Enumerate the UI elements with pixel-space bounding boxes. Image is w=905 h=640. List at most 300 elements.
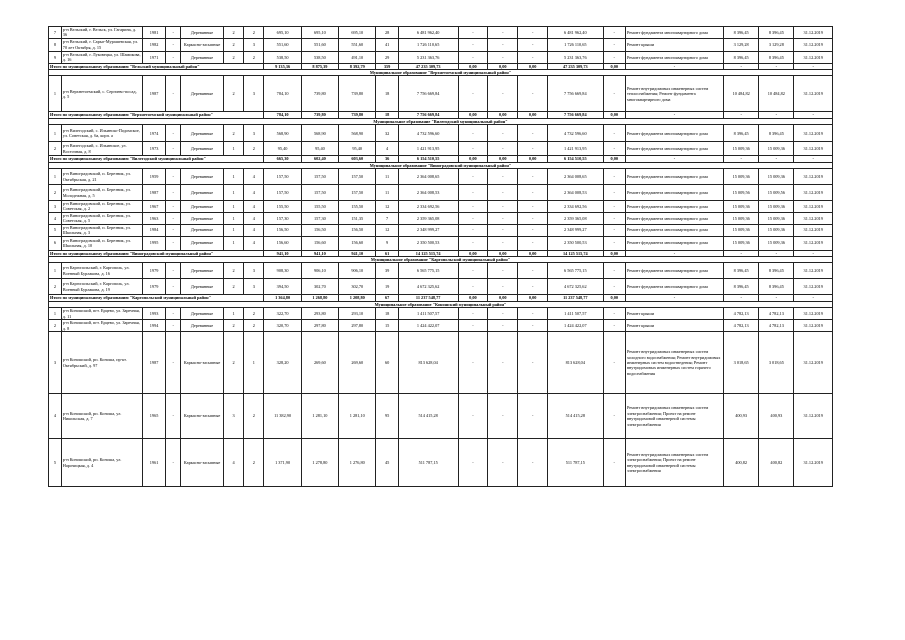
wall-material-cell: Деревянные <box>181 279 224 295</box>
residential-area-cell: 157,50 <box>339 185 376 201</box>
other-funds-cell: - <box>603 263 625 279</box>
living-area-cell: 568,90 <box>301 125 338 142</box>
subtotal-people-cell: 61 <box>376 250 398 256</box>
deadline-cell: 31.12.2019 <box>794 76 833 112</box>
repair-cost-cell: 813 628,04 <box>398 332 458 394</box>
entrances-cell: 3 <box>244 38 264 51</box>
address-cell: р-н Каргопольский, г. Каргополь, ул. Военный Бурлакова, д. 16 <box>61 263 142 279</box>
residential-area-cell: 695,10 <box>339 27 376 39</box>
fund-cell: - <box>458 394 488 439</box>
residential-area-cell: 151,35 <box>339 212 376 224</box>
subtotal-f3-cell: 0,00 <box>518 250 548 256</box>
fund-cell: - <box>488 185 518 201</box>
work-type-cell: Ремонт фундамента многоквартирного дома <box>625 201 723 213</box>
repair-cost-cell: 6 481 962,40 <box>398 27 458 39</box>
subtotal-people-cell: 359 <box>376 63 398 69</box>
subtotal-f3-cell: 0,00 <box>518 156 548 162</box>
living-area-cell: 156,50 <box>301 224 338 236</box>
fund-cell: - <box>488 332 518 394</box>
owners-funds-cell: 7 756 669,84 <box>548 76 603 112</box>
total-area-cell: 320,70 <box>264 320 301 332</box>
work-type-cell: Ремонт внутридомовых инженерных систем холодного водоснабжения; Ремонт внутридомовых инженерных систем водоотведения; Ремонт внутридомовых инженерных систем горячего водоснабжения <box>625 332 723 394</box>
wall-material-cell: Каркасно-засыпные <box>181 439 224 487</box>
subtotal-f2-cell: 0,00 <box>488 156 518 162</box>
fund-cell: - <box>488 320 518 332</box>
table-row <box>49 308 833 320</box>
entrances-cell: 2 <box>244 51 264 63</box>
unit-cost-cell: 15 009,56 <box>724 185 759 201</box>
table-row <box>49 201 833 213</box>
residential-area-cell: 269,60 <box>339 332 376 394</box>
subtotal-area2-cell: 739,80 <box>301 112 338 118</box>
residential-area-cell: 157,50 <box>339 169 376 185</box>
unit-cost-cell: 3 018,65 <box>724 332 759 394</box>
year-cell: 1987 <box>142 332 165 394</box>
wall-material-cell: Деревянные <box>181 320 224 332</box>
living-area-cell: 1 278,80 <box>301 439 338 487</box>
fund-cell: - <box>458 212 488 224</box>
subtotal-empty-cell: - <box>794 156 833 162</box>
table-row <box>49 142 833 156</box>
subtotal-empty-cell: - <box>759 112 794 118</box>
deadline-cell: 31.12.2019 <box>794 142 833 156</box>
floors-cell: 1 <box>223 212 243 224</box>
subtotal-empty-cell: - <box>625 63 723 69</box>
subtotal-label: Итого по муниципальному образованию "Каргопольский муниципальный район" <box>49 295 264 301</box>
residents-cell: 95 <box>376 394 398 439</box>
deadline-cell: 31.12.2019 <box>794 38 833 51</box>
year-cell: 1961 <box>142 439 165 487</box>
row-number: 6 <box>49 236 62 250</box>
table-row <box>49 394 833 439</box>
fund-cell: - <box>518 38 548 51</box>
address-cell: р-н Виноградовский, п. Березник, ул. Молодежная, д. 5 <box>61 185 142 201</box>
col4-cell: - <box>166 263 181 279</box>
table-row <box>49 263 833 279</box>
repair-cost-cell: 2 334 692,56 <box>398 201 458 213</box>
wall-material-cell: Деревянные <box>181 27 224 39</box>
other-funds-cell: - <box>603 308 625 320</box>
residential-area-cell: 906,10 <box>339 263 376 279</box>
total-area-cell: 568,90 <box>264 125 301 142</box>
subtotal-area2-cell: 941,10 <box>301 250 338 256</box>
subtotal-f3-cell: 0,00 <box>518 295 548 301</box>
owners-funds-cell: 2 364 008,53 <box>548 185 603 201</box>
owners-funds-cell: 2 350 500,53 <box>548 236 603 250</box>
total-area-cell: 322,70 <box>264 308 301 320</box>
work-type-cell: Ремонт фундамента многоквартирного дома <box>625 169 723 185</box>
fund-cell: - <box>488 38 518 51</box>
unit-cost-cell: 4 782,13 <box>724 320 759 332</box>
unit-cost-cell: 8 396,45 <box>724 27 759 39</box>
residential-area-cell: 739,80 <box>339 76 376 112</box>
address-cell: р-н Каргопольский, г. Каргополь, ул. Военный Бурлакова, д. 19 <box>61 279 142 295</box>
fund-cell: - <box>518 394 548 439</box>
subtotal-f5-cell: 0,00 <box>603 63 625 69</box>
row-number: 5 <box>49 224 62 236</box>
living-area-cell: 538,50 <box>301 51 338 63</box>
fund-cell: - <box>458 142 488 156</box>
total-area-cell: 394,50 <box>264 279 301 295</box>
entrances-cell: 4 <box>244 185 264 201</box>
municipality-title: Муниципальное образование "Верхнетоемский муниципальный район" <box>49 70 833 76</box>
col4-cell: - <box>166 332 181 394</box>
address-cell: р-н Виноградовский, п. Березник, ул. Октябрьская, д. 21 <box>61 169 142 185</box>
entrances-cell: 2 <box>244 27 264 39</box>
table-row <box>49 27 833 39</box>
fund-cell: - <box>518 185 548 201</box>
subtotal-f1-cell: 0,00 <box>458 156 488 162</box>
fund-cell: - <box>458 125 488 142</box>
address-cell: р-н Вельский, г. Сарыг-Мурашевская, ул. 70 лет Октября, д. 15 <box>61 38 142 51</box>
deadline-cell: 31.12.2019 <box>794 201 833 213</box>
subtotal-area2-cell: 1 268,80 <box>301 295 338 301</box>
col4-cell: - <box>166 224 181 236</box>
municipality-title: Муниципальное образование "Вилегодский муниципальный район" <box>49 118 833 124</box>
deadline-cell: 31.12.2019 <box>794 212 833 224</box>
fund-cell: - <box>518 51 548 63</box>
row-number: 9 <box>49 51 62 63</box>
residents-cell: 11 <box>376 169 398 185</box>
unit-cost-cell: 8 396,45 <box>724 51 759 63</box>
fund-cell: - <box>518 27 548 39</box>
subtotal-f1-cell: 0,00 <box>458 63 488 69</box>
fund-cell: - <box>518 125 548 142</box>
row-number: 1 <box>49 125 62 142</box>
other-funds-cell: - <box>603 125 625 142</box>
work-type-cell: Ремонт крыши <box>625 308 723 320</box>
table-row <box>49 439 833 487</box>
subtotal-f5-cell: 0,00 <box>603 112 625 118</box>
address-cell: р-н Верхнетоемский, с. Сергиево-посад, д. 5 <box>61 76 142 112</box>
municipality-title: Муниципальное образование "Коношский муниципальный район" <box>49 301 833 307</box>
col4-cell: - <box>166 320 181 332</box>
fund-cell: - <box>518 201 548 213</box>
fund-cell: - <box>518 76 548 112</box>
col4-cell: - <box>166 125 181 142</box>
address-cell: р-н Коношский, рп. Коноша, пр-кт. Октябрьский, д. 97 <box>61 332 142 394</box>
address-cell: р-н Коношский, пгт. Ерцево, ул. Заречная, д. 11 <box>61 308 142 320</box>
row-number: 2 <box>49 142 62 156</box>
col4-cell: - <box>166 439 181 487</box>
other-funds-cell: - <box>603 224 625 236</box>
row-number: 1 <box>49 76 62 112</box>
wall-material-cell: Деревянные <box>181 263 224 279</box>
col4-cell: - <box>166 142 181 156</box>
subtotal-f4-cell: 14 125 515,74 <box>548 250 603 256</box>
year-cell: 1965 <box>142 394 165 439</box>
residential-area-cell: 297,80 <box>339 320 376 332</box>
table-row <box>49 236 833 250</box>
subtotal-area1-cell: 9 135,36 <box>264 63 301 69</box>
max-unit-cost-cell: 15 009,36 <box>759 201 794 213</box>
year-cell: 1963 <box>142 212 165 224</box>
work-type-cell: Ремонт фундамента многоквартирного дома <box>625 125 723 142</box>
residents-cell: 11 <box>376 185 398 201</box>
fund-cell: - <box>518 169 548 185</box>
max-unit-cost-cell: 4 782,13 <box>759 308 794 320</box>
work-type-cell: Ремонт внутридомовых инженерных систем электроснабжения; Проект на ремонт внутридомовой инженерной системы электроснабжения <box>625 439 723 487</box>
address-cell: р-н Коношский, рп. Коноша, ул. Никольская, д. 7 <box>61 394 142 439</box>
work-type-cell: Ремонт фундамента многоквартирного дома <box>625 263 723 279</box>
subtotal-empty-cell: - <box>794 250 833 256</box>
other-funds-cell: - <box>603 76 625 112</box>
living-area-cell: 157,50 <box>301 185 338 201</box>
municipality-title: Муниципальное образование "Каргопольский муниципальный район" <box>49 256 833 262</box>
subtotal-empty-cell: - <box>794 63 833 69</box>
col4-cell: - <box>166 394 181 439</box>
other-funds-cell: - <box>603 201 625 213</box>
fund-cell: - <box>518 236 548 250</box>
fund-cell: - <box>458 439 488 487</box>
row-number: 1 <box>49 263 62 279</box>
residents-cell: 60 <box>376 332 398 394</box>
max-unit-cost-cell: 400,93 <box>759 394 794 439</box>
residents-cell: 39 <box>376 263 398 279</box>
floors-cell: 2 <box>223 27 243 39</box>
residential-area-cell: 1 281,10 <box>339 394 376 439</box>
owners-funds-cell: 6 481 962,40 <box>548 27 603 39</box>
col4-cell: - <box>166 169 181 185</box>
fund-cell: - <box>488 169 518 185</box>
year-cell: 1979 <box>142 279 165 295</box>
other-funds-cell: - <box>603 236 625 250</box>
fund-cell: - <box>518 308 548 320</box>
deadline-cell: 31.12.2019 <box>794 27 833 39</box>
entrances-cell: 3 <box>244 76 264 112</box>
deadline-cell: 31.12.2019 <box>794 394 833 439</box>
total-area-cell: 11 382,90 <box>264 394 301 439</box>
max-unit-cost-cell: 10 484,82 <box>759 76 794 112</box>
year-cell: 1984 <box>142 224 165 236</box>
wall-material-cell: Деревянные <box>181 201 224 213</box>
fund-cell: - <box>518 224 548 236</box>
subtotal-people-cell: 36 <box>376 156 398 162</box>
max-unit-cost-cell: 8 396,45 <box>759 263 794 279</box>
fund-cell: - <box>518 279 548 295</box>
fund-cell: - <box>488 279 518 295</box>
wall-material-cell: Каркасно-засыпные <box>181 394 224 439</box>
entrances-cell: 1 <box>244 332 264 394</box>
year-cell: 1981 <box>142 27 165 39</box>
living-area-cell: 302,70 <box>301 279 338 295</box>
subtotal-empty-cell: - <box>724 63 759 69</box>
year-cell: 1982 <box>142 38 165 51</box>
unit-cost-cell: 400,93 <box>724 394 759 439</box>
floors-cell: 1 <box>223 224 243 236</box>
entrances-cell: 2 <box>244 394 264 439</box>
year-cell: 1959 <box>142 169 165 185</box>
address-cell: р-н Вельский, г. Луковецка, ул. Шамикова, д. 16 <box>62 51 141 63</box>
living-area-cell: 156,60 <box>301 236 338 250</box>
entrances-cell: 2 <box>244 320 264 332</box>
year-cell: 1987 <box>142 185 165 201</box>
fund-cell: - <box>458 76 488 112</box>
repair-cost-cell: 511 787,15 <box>398 439 458 487</box>
residential-area-cell: 156,50 <box>339 224 376 236</box>
fund-cell: - <box>458 332 488 394</box>
subtotal-f2-cell: 0,00 <box>488 112 518 118</box>
other-funds-cell: - <box>603 279 625 295</box>
owners-funds-cell: 2 334 692,56 <box>548 201 603 213</box>
max-unit-cost-cell: 8 396,45 <box>759 51 794 63</box>
total-area-cell: 328,20 <box>264 332 301 394</box>
row-number: 8 <box>49 38 62 51</box>
subtotal-empty-cell: - <box>759 295 794 301</box>
owners-funds-cell: 1 421 913,95 <box>548 142 603 156</box>
wall-material-cell: Деревянные <box>181 76 224 112</box>
residents-cell: 28 <box>376 27 398 39</box>
subtotal-f4-cell: 11 237 548,77 <box>548 295 603 301</box>
deadline-cell: 31.12.2019 <box>794 169 833 185</box>
max-unit-cost-cell: 15 009,36 <box>759 142 794 156</box>
fund-cell: - <box>458 224 488 236</box>
repair-cost-cell: 4 672 325,62 <box>398 279 458 295</box>
deadline-cell: 31.12.2019 <box>794 236 833 250</box>
residents-cell: 18 <box>376 308 398 320</box>
total-area-cell: 908,30 <box>264 263 301 279</box>
floors-cell: 1 <box>223 185 243 201</box>
residents-cell: 45 <box>376 439 398 487</box>
table-row <box>49 224 833 236</box>
subtotal-f5-cell: 0,00 <box>603 156 625 162</box>
repair-cost-cell: 1 421 913,95 <box>398 142 458 156</box>
subtotal-f1-cell: 0,00 <box>458 112 488 118</box>
floors-cell: 2 <box>223 38 243 51</box>
owners-funds-cell: 511 787,15 <box>548 439 603 487</box>
year-cell: 1993 <box>142 308 165 320</box>
wall-material-cell: Деревянные <box>181 51 224 63</box>
owners-funds-cell: 2 348 999,27 <box>548 224 603 236</box>
deadline-cell: 31.12.2019 <box>794 332 833 394</box>
residential-area-cell: 568,90 <box>339 125 376 142</box>
year-cell: 1979 <box>142 263 165 279</box>
floors-cell: 2 <box>223 125 243 142</box>
subtotal-label: Итого по муниципальному образованию "Виноградовский муниципальный район" <box>49 250 264 256</box>
table-row <box>49 212 833 224</box>
subtotal-f3-cell: 0,00 <box>518 112 548 118</box>
deadline-cell: 31.12.2019 <box>794 185 833 201</box>
floors-cell: 1 <box>223 236 243 250</box>
work-type-cell: Ремонт внутридомовых инженерных систем теплоснабжения; Ремонт фундамента многоквартирного дома <box>625 76 723 112</box>
fund-cell: - <box>458 185 488 201</box>
living-area-cell: 297,80 <box>301 320 338 332</box>
col4-cell: - <box>166 51 181 63</box>
subtotal-empty-cell: - <box>724 295 759 301</box>
owners-funds-cell: 4 732 596,60 <box>548 125 603 142</box>
entrances-cell: 4 <box>244 224 264 236</box>
fund-cell: - <box>488 236 518 250</box>
residential-area-cell: 1 276,80 <box>339 439 376 487</box>
residents-cell: 41 <box>376 38 398 51</box>
max-unit-cost-cell: 15 009,56 <box>759 185 794 201</box>
other-funds-cell: - <box>603 394 625 439</box>
subtotal-f2-cell: 0,00 <box>488 63 518 69</box>
year-cell: 1974 <box>142 125 165 142</box>
floors-cell: 2 <box>223 263 243 279</box>
year-cell: 1971 <box>142 51 165 63</box>
living-area-cell: 1 281,10 <box>301 394 338 439</box>
subtotal-area1-cell: 665,30 <box>264 156 301 162</box>
wall-material-cell: Каркасно-засыпные <box>181 332 224 394</box>
subtotal-cost-cell: 14 125 515,74 <box>398 250 458 256</box>
subtotal-empty-cell: - <box>759 63 794 69</box>
living-area-cell: 157,50 <box>301 169 338 185</box>
subtotal-area3-cell: 603,60 <box>339 156 376 162</box>
table-row <box>49 332 833 394</box>
living-area-cell: 155,50 <box>301 201 338 213</box>
subtotal-area2-cell: 602,40 <box>301 156 338 162</box>
wall-material-cell: Деревянные <box>181 125 224 142</box>
work-type-cell: Ремонт внутридомовых инженерных систем электроснабжения; Проект на ремонт внутридомовой инженерной системы электроснабжения <box>625 394 723 439</box>
address-cell: р-н Вилегодский, с. Ильинское, ул. Восточная, д. 8 <box>61 142 142 156</box>
entrances-cell: 2 <box>244 308 264 320</box>
year-cell: 1987 <box>142 76 165 112</box>
subtotal-f4-cell: 7 756 669,84 <box>548 112 603 118</box>
unit-cost-cell: 8 396,45 <box>724 279 759 295</box>
fund-cell: - <box>488 76 518 112</box>
residential-area-cell: 293,10 <box>339 308 376 320</box>
deadline-cell: 31.12.2019 <box>794 263 833 279</box>
col4-cell: - <box>166 201 181 213</box>
fund-cell: - <box>458 27 488 39</box>
owners-funds-cell: 1 424 422,07 <box>548 320 603 332</box>
max-unit-cost-cell: 15 009,36 <box>759 169 794 185</box>
repair-cost-cell: 2 364 008,65 <box>398 169 458 185</box>
subtotal-people-cell: 18 <box>376 112 398 118</box>
other-funds-cell: - <box>603 27 625 39</box>
fund-cell: - <box>458 320 488 332</box>
floors-cell: 1 <box>223 201 243 213</box>
subtotal-empty-cell: - <box>625 156 723 162</box>
subtotal-area1-cell: 1 364,80 <box>264 295 301 301</box>
owners-funds-cell: 6 565 775,15 <box>548 263 603 279</box>
max-unit-cost-cell: 8 396,45 <box>759 279 794 295</box>
unit-cost-cell: 4 782,13 <box>724 308 759 320</box>
repair-cost-cell: 7 756 669,84 <box>398 76 458 112</box>
subtotal-empty-cell: - <box>794 112 833 118</box>
repair-cost-cell: 2 364 008,53 <box>398 185 458 201</box>
work-type-cell: Ремонт фундамента многоквартирного дома <box>625 279 723 295</box>
work-type-cell: Ремонт фундамента многоквартирного дома <box>625 142 723 156</box>
subtotal-area3-cell: 941,10 <box>339 250 376 256</box>
residential-area-cell: 95,40 <box>339 142 376 156</box>
deadline-cell: 31.12.2019 <box>794 125 833 142</box>
living-area-cell: 157,30 <box>301 212 338 224</box>
work-type-cell: Ремонт фундамента многоквартирного дома <box>625 212 723 224</box>
repair-cost-cell: 2 348 999,27 <box>398 224 458 236</box>
wall-material-cell: Деревянные <box>181 142 224 156</box>
max-unit-cost-cell: 15 009,36 <box>759 236 794 250</box>
address-cell: р-н Виноградовский, п. Березник, ул. Советская, д. 5 <box>61 212 142 224</box>
max-unit-cost-cell: 15 009,36 <box>759 212 794 224</box>
floors-cell: 2 <box>223 279 243 295</box>
work-type-cell: Ремонт фундамента многоквартирного дома <box>625 27 723 39</box>
subtotal-empty-cell: - <box>625 295 723 301</box>
address-cell: р-н Виноградовский, п. Березник, ул. Советская, д. 2 <box>61 201 142 213</box>
total-area-cell: 157,50 <box>264 169 301 185</box>
subtotal-empty-cell: - <box>724 112 759 118</box>
fund-cell: - <box>488 27 518 39</box>
address-cell: р-н Коношский, рп. Коноша, ул. Нарочицкая, д. 4 <box>61 439 142 487</box>
unit-cost-cell: 15 009,36 <box>724 201 759 213</box>
subtotal-area1-cell: 784,10 <box>264 112 301 118</box>
fund-cell: - <box>518 320 548 332</box>
entrances-cell: 3 <box>244 125 264 142</box>
owners-funds-cell: 5 231 363,76 <box>548 51 603 63</box>
residents-cell: 15 <box>376 320 398 332</box>
work-type-cell: Ремонт фундамента многоквартирного дома <box>625 51 723 63</box>
